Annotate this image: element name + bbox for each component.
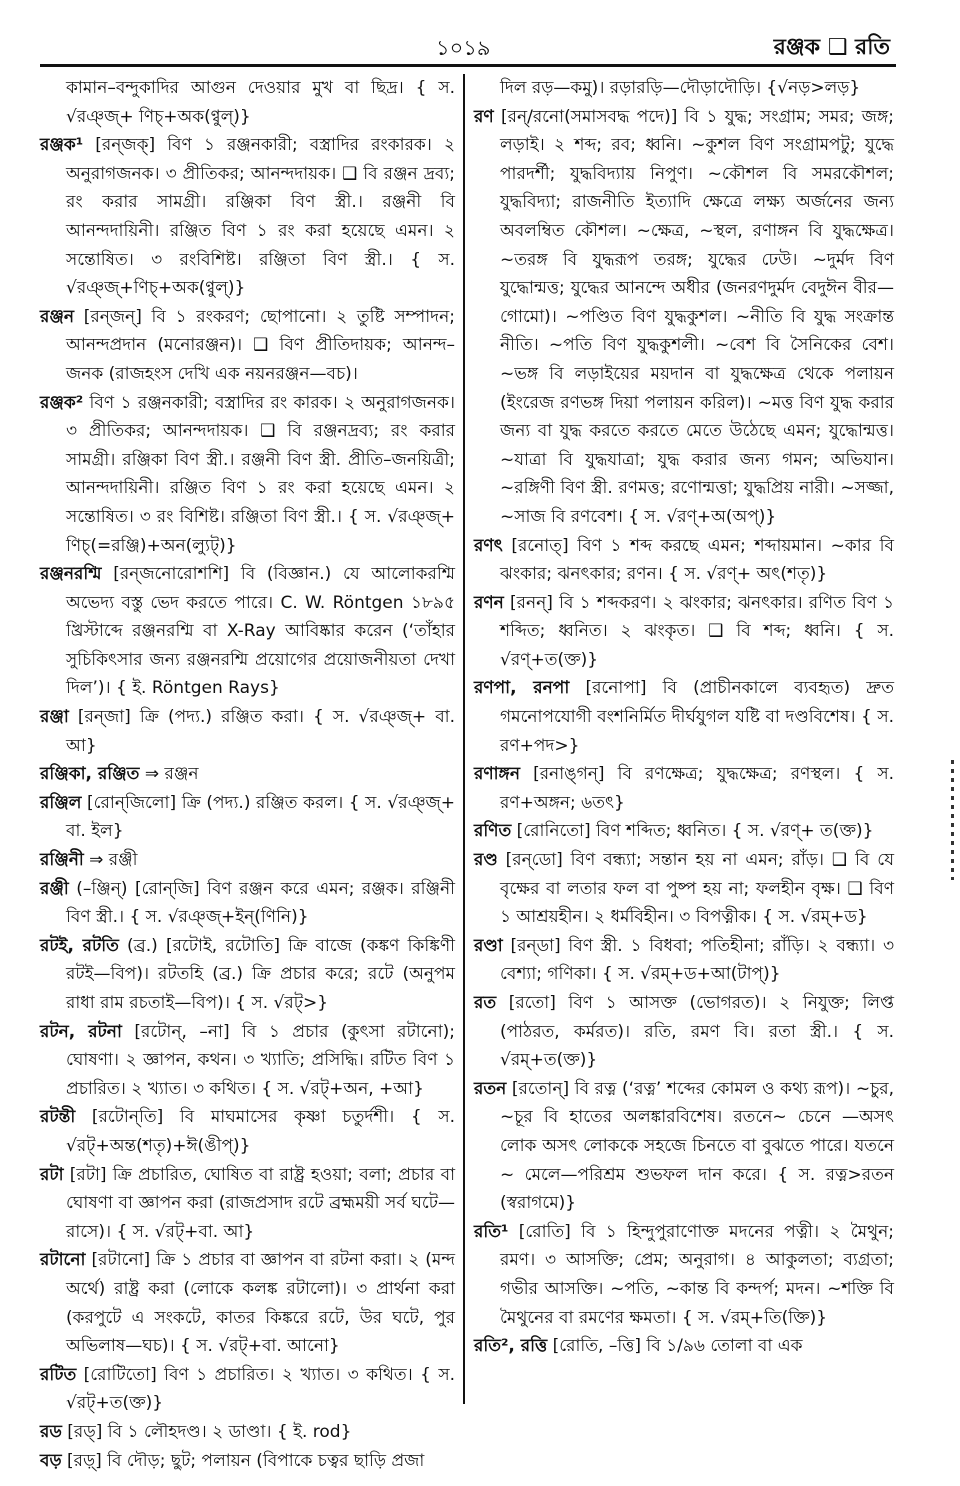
dictionary-entry [40,560,455,703]
entry-definition: (ব্র.) [রটোই, রটোতি] ক্রি বাজে (কঙ্কণ কিঙ্কিণী রটই—বিপ)। রটতহি (ব্র.) ক্রি প্রচার করে; রটে (অনুপম রাধা রাম রচতাই—বিপ)। { স. √রট্‌>} [66,935,456,1013]
dictionary-entry [40,703,455,760]
entry-definition: [রটানো] ক্রি ১ প্রচার বা জ্ঞাপন বা রটনা করা। ২ (মন্দ অর্থে) রাষ্ট্র করা (লোকে কলঙ্ক রটালো)। ৩ প্রার্থনা করা (করপুটে এ সংকটে, কাতর কিঙ্করে রটে, উর ঘটে, পুর অভিলাষ—ঘচ)। { স. √রট্‌+বা. আনো} [66,1250,455,1357]
dictionary-entry [40,1161,455,1247]
dictionary-entry [474,932,894,989]
entry-headword: রটন্তী [40,1107,76,1128]
dictionary-entry [40,131,455,303]
entry-headword: রটিত [40,1364,77,1385]
entry-definition: দিল রড়—কমু)। রড়ারড়ি—দৌড়াদৌড়ি। {√নড়>লড়} [500,78,861,98]
entry-headword: রণপা, রনপা [474,678,570,699]
entry-definition: [রন্‌ডা] বিণ স্ত্রী. ১ বিধবা; পতিহীনা; রাঁড়ি। ২ বন্ধ্যা। ৩ বেশ্যা; গণিকা। { স. √রম্‌+ড+আ(টাপ্‌)} [500,935,894,985]
entry-definition: [রন্‌ডো] বিণ বন্ধ্যা; সন্তান হয় না এমন; রাঁড়। ❑ বি যে বৃক্ষের বা লতার ফল বা পুষ্প হয় না; ফলহীন বৃক্ষ। ❑ বিণ ১ আশ্রয়হীন। ২ ধর্মবিহীন। ৩ বিপত্নীক। { স. √রম্‌+ড} [497,850,894,928]
dictionary-entry [40,1103,455,1160]
dictionary-entry [474,846,894,932]
entry-definition: [রন্‌জক্‌] বিণ ১ রঞ্জনকারী; বস্ত্রাদির রংকারক। ২ অনুরাগজনক। ৩ প্রীতিকর; আনন্দদায়ক। ❑ বি রঞ্জন দ্রব্য; রং করার সামগ্রী। রঞ্জিকা বিণ স্ত্রী.। রঞ্জনী বি আনন্দদায়িনী। রঞ্জিত বিণ ১ রং করা হয়েছে এমন। ২ সন্তোষিত। ৩ রংবিশিষ্ট। রঞ্জিতা বিণ স্ত্রী.। { স. √রঞ্জ্‌+ণিচ্‌+অক(ণ্বুল্‌)} [66,135,455,299]
entry-definition: [রটোন্‌তি] বি মাঘমাসের কৃষ্ণা চতুর্দশী। { স. √রট্‌+অন্ত(শতৃ)+ঈ(ঙীপ্‌)} [66,1107,455,1156]
entry-headword: রত [474,993,497,1013]
entry-definition: [রড়্‌] বি দৌড়; ছুট; পলায়ন (বিপাকে চত্বর ছাড়ি প্রজা [61,1450,425,1471]
dictionary-entry [40,932,455,1018]
scan-edge-mark [951,760,954,880]
entry-headword: রণ্ডা [474,935,503,956]
dictionary-entry [40,1361,455,1418]
entry-headword: রণ্ড [474,850,498,871]
entry-definition: [রোতি] বি ১ হিন্দুপুরাণোক্ত মদনের পত্নী। ২ মৈথুন; রমণ। ৩ আসক্তি; প্রেম; অনুরাগ। ৪ আকুলতা; ব্যগ্রতা; গভীর আসক্তি। ~পতি, ~কান্ত বি কন্দর্প; মদন। ~শক্তি বি মৈথুনের বা রমণের ক্ষমতা। { স. √রম্‌+তি(ক্তি)} [500,1221,894,1328]
dictionary-entry [40,875,455,932]
dictionary-entry [40,760,455,789]
entry-headword: রতি², রত্তি [474,1336,548,1357]
entry-headword: রণাঙ্গন [474,764,520,785]
entry-definition: [রন্‌জন্‌] বি ১ রংকরণ; ছোপানো। ২ তুষ্টি সম্পাদন; আনন্দপ্রদান (মনোরঞ্জন)। ❑ বিণ প্রীতিদায়ক; আনন্দ–জনক (রাজহংস দেখি এক নয়নরঞ্জন—বচ)। [66,306,455,384]
entry-definition: বিণ ১ রঞ্জনকারী; বস্ত্রাদির রং কারক। ২ অনুরাগজনক। ৩ প্রীতিকর; আনন্দদায়ক। ❑ বি রঞ্জনদ্রব্য; রং করার সামগ্রী। রঞ্জিকা বিণ স্ত্রী.। রঞ্জনী বিণ স্ত্রী. প্রীতি–জনয়িত্রী; আনন্দদায়িনী। রঞ্জিত বিণ ১ রং করা হয়েছে এমন। ২ সন্তোষিত। ৩ রং বিশিষ্ট। রঞ্জিতা বিণ স্ত্রী.। { স. √রঞ্জ্‌+ ণিচ্‌(=রঞ্জি)+অন(ল্যুট্‌)} [66,392,455,556]
entry-definition: [রতোন্‌] বি রত্ন (‘রত্ন’ শব্দের কোমল ও কথ্য রূপ)। ~চুর, ~চূর বি হাতের অলঙ্কারবিশেষ। রতনে~ চেনে —অসৎ লোক অসৎ লোককে সহজে চিনতে বা বুঝতে পারে। যতনে ~ মেলে—পরিশ্রম শুভফল দান করে। { স. রত্ন>রতন (স্বরাগমে)} [500,1078,894,1214]
dictionary-entry [474,1332,894,1361]
entry-definition: [রোনিতো] বিণ শব্দিত; ধ্বনিত। { স. √রণ্‌+ ত(ক্ত)} [511,821,874,842]
entry-headword: রতন [474,1078,507,1099]
dictionary-entry [40,389,455,561]
entry-definition: [রনাঙ্‌গন্‌] বি রণক্ষেত্র; যুদ্ধক্ষেত্র; রণস্থল। { স. রণ+অঙ্গন; ৬তৎ} [500,764,894,813]
entry-headword: রণ [474,106,494,127]
column-divider [463,74,465,1404]
entry-headword: রঞ্জা [40,707,69,728]
entry-definition: [রনোত্‌] বিণ ১ শব্দ করছে এমন; শব্দায়মান। ~কার বি ঝংকার; ঝনৎকার; রণন। { স. √রণ্‌+ অৎ(শতৃ)} [500,535,894,585]
entry-definition: [রটোন্‌, –না] বি ১ প্রচার (কুৎসা রটানো); ঘোষণা। ২ জ্ঞাপন, কথন। ৩ খ্যাতি; প্রসিদ্ধি। রটিত বিণ ১ প্রচারিত। ২ খ্যাত। ৩ কথিত। { স. √রট্‌+অন, +আ} [66,1021,455,1099]
dictionary-entry [474,74,894,103]
entry-definition: ⇒ রঞ্জন [139,764,199,785]
entry-headword: রঞ্জিনী [40,850,84,871]
entry-headword: রঞ্জক¹ [40,135,84,156]
dictionary-entry [474,674,894,760]
dictionary-entry [40,846,455,875]
dictionary-entry [474,103,894,532]
entry-headword: রড [40,1421,62,1442]
entry-definition: [রোটিতো] বিণ ১ প্রচারিত। ২ খ্যাত। ৩ কথিত। { স. √রট্‌+ত(ক্ত)} [66,1364,455,1414]
dictionary-entry [474,532,894,589]
entry-headword: রণিত [474,821,512,842]
entry-headword: রঞ্জিল [40,792,82,813]
dictionary-entry [40,74,455,131]
right-column [474,74,894,1361]
entry-definition: [রনন্‌] বি ১ শব্দকরণ। ২ ঝংকার; ঝনৎকার। রণিত বিণ ১ শব্দিত; ধ্বনিত। ২ ঝংকৃত। ❑ বি শব্দ; ধ্বনি। { স. √রণ্‌+ত(ক্ত)} [500,592,894,670]
entry-definition: [রটা] ক্রি প্রচারিত, ঘোষিত বা রাষ্ট্র হওয়া; বলা; প্রচার বা ঘোষণা বা জ্ঞাপন করা (রাজপ্রসাদ রটে ব্রহ্মময়ী সর্ব ঘটে—রাসে)। { স. √রট্‌+বা. আ} [63,1164,455,1242]
running-head: রঞ্জক ❑ রতি [773,35,890,60]
dictionary-entry [474,760,894,817]
entry-headword: রঞ্জক² [40,392,84,413]
entry-headword: রটা [40,1164,64,1185]
entry-definition: [রোতি, –ত্তি] বি ১/৯৬ তোলা বা এক [547,1336,803,1357]
entry-definition: [রন্‌জা] ক্রি (পদ্য.) রঞ্জিত করা। { স. √রঞ্জ্‌+ বা. আ} [66,707,455,756]
entry-definition: (–ঞ্জিন্‌) [রোন্‌জি] বিণ রঞ্জন করে এমন; রঞ্জক। রঞ্জিনী বিণ স্ত্রী.। { স. √রঞ্জ্‌+ইন্‌(ণিনি)} [66,878,455,928]
entry-definition: [রড্‌] বি ১ লৌহদণ্ড। ২ ডাণ্ডা। { ই. rod} [61,1421,352,1442]
dictionary-entry [40,1447,455,1476]
dictionary-entry [474,589,894,675]
entry-definition: [রতো] বিণ ১ আসক্ত (ভোগরত)। ২ নিযুক্ত; লিপ্ত (পাঠরত, কর্মরত)। রতি, রমণ বি। রতা স্ত্রী.। { স. √রম্‌+ত(ক্ত)} [496,993,894,1071]
entry-headword: রতি¹ [474,1221,509,1242]
entry-headword: বড় [40,1450,62,1471]
left-column [40,74,455,1475]
entry-definition: [রন্‌জনোরোশশি] বি (বিজ্ঞান.) যে আলোকরশ্মি অভেদ্য বস্তু ভেদ করতে পারে। C. W. Röntgen ১৮৯৫ খ্রিস্টাব্দে রঞ্জনরশ্মি বা X-Ray আবিষ্কার করেন (‘তাঁহার সুচিকিৎসার জন্য রঞ্জনরশ্মি প্রয়োগের প্রয়োজনীয়তা দেখা দিল’)। { ই. Röntgen Rays} [66,564,455,699]
entry-headword: রটন, রটনা [40,1021,122,1042]
dictionary-entry [40,303,455,389]
entry-headword: রটানো [40,1250,86,1271]
entry-headword: রণন [474,592,504,613]
entry-headword: রণৎ [474,535,503,556]
entry-definition: [রনোপা] বি (প্রাচীনকালে ব্যবহৃত) দ্রুত গমনোপযোগী বংশনির্মিত দীর্ঘযুগল যষ্টি বা দণ্ডবিশেষ। { স. রণ+পদ>} [500,678,894,756]
entry-definition: [রোন্‌জিলো] ক্রি (পদ্য.) রঞ্জিত করল। { স. √রঞ্জ্‌+ বা. ইল} [66,792,455,842]
entry-definition: [রন্‌/রনো(সমাসবদ্ধ পদে)] বি ১ যুদ্ধ; সংগ্রাম; সমর; জঙ্গ; লড়াই। ২ শব্দ; রব; ধ্বনি। ~কুশল বিণ সংগ্রামপটু; যুদ্ধে পারদর্শী; যুদ্ধবিদ্যায় নিপুণ। ~কৌশল বি সমরকৌশল; যুদ্ধবিদ্যা; রাজনীতি ইত্যাদি ক্ষেত্রে লক্ষ্য অর্জনের জন্য অবলম্বিত কৌশল। ~ক্ষেত্র, ~স্থল, রণাঙ্গন বি যুদ্ধক্ষেত্র। ~তরঙ্গ বি যুদ্ধরূপ তরঙ্গ; যুদ্ধের ঢেউ। ~দুর্মদ বিণ যুদ্ধোন্মত্ত; যুদ্ধের আনন্দে অধীর (জনরণদুর্মদ বেদুঈন বীর—গোমো)। ~পণ্ডিত বিণ যুদ্ধকুশল। ~নীতি বি যুদ্ধ সংক্রান্ত নীতি। ~পতি বিণ যুদ্ধকুশলী। ~বেশ বি সৈনিকের বেশ। ~ভঙ্গ বি লড়াইয়ের ময়দান বা যুদ্ধক্ষেত্র থেকে পলায়ন (ইংরেজ রণভঙ্গ দিয়া পলায়ন করিল)। ~মত্ত বিণ যুদ্ধ করার জন্য বা যুদ্ধ করতে করতে মেতে উঠেছে এমন; যুদ্ধোন্মত্ত। ~যাত্রা বি যুদ্ধযাত্রা; যুদ্ধ করার জন্য গমন; অভিযান। ~রঙ্গিণী বিণ স্ত্রী. রণমত্ত; রণোন্মত্তা; যুদ্ধপ্রিয় নারী। ~সজ্জা, ~সাজ বি রণবেশ। { স. √রণ্‌+অ(অপ্‌)} [493,106,894,527]
header-rule [40,64,896,67]
dictionary-entry [474,1075,894,1218]
entry-headword: রঞ্জন [40,306,75,327]
entry-headword: রটই, রটতি [40,935,119,956]
entry-definition: কামান–বন্দুকাদির আগুন দেওয়ার মুখ বা ছিদ্র। { স. √রঞ্জ্‌+ ণিচ্‌+অক(ণ্বুল্‌)} [66,78,455,127]
entry-headword: রঞ্জিকা, রঞ্জিত [40,764,140,785]
dictionary-entry [474,989,894,1075]
dictionary-entry [40,1246,455,1360]
dictionary-entry [474,817,894,846]
dictionary-entry [474,1218,894,1332]
dictionary-entry [40,789,455,846]
entry-headword: রঞ্জনরশ্মি [40,564,102,585]
page-number: ১০১৯ [436,36,491,60]
entry-headword: রঞ্জী [40,878,69,899]
dictionary-entry [40,1418,455,1447]
dictionary-entry [40,1018,455,1104]
entry-definition: ⇒ রঞ্জী [83,850,138,871]
